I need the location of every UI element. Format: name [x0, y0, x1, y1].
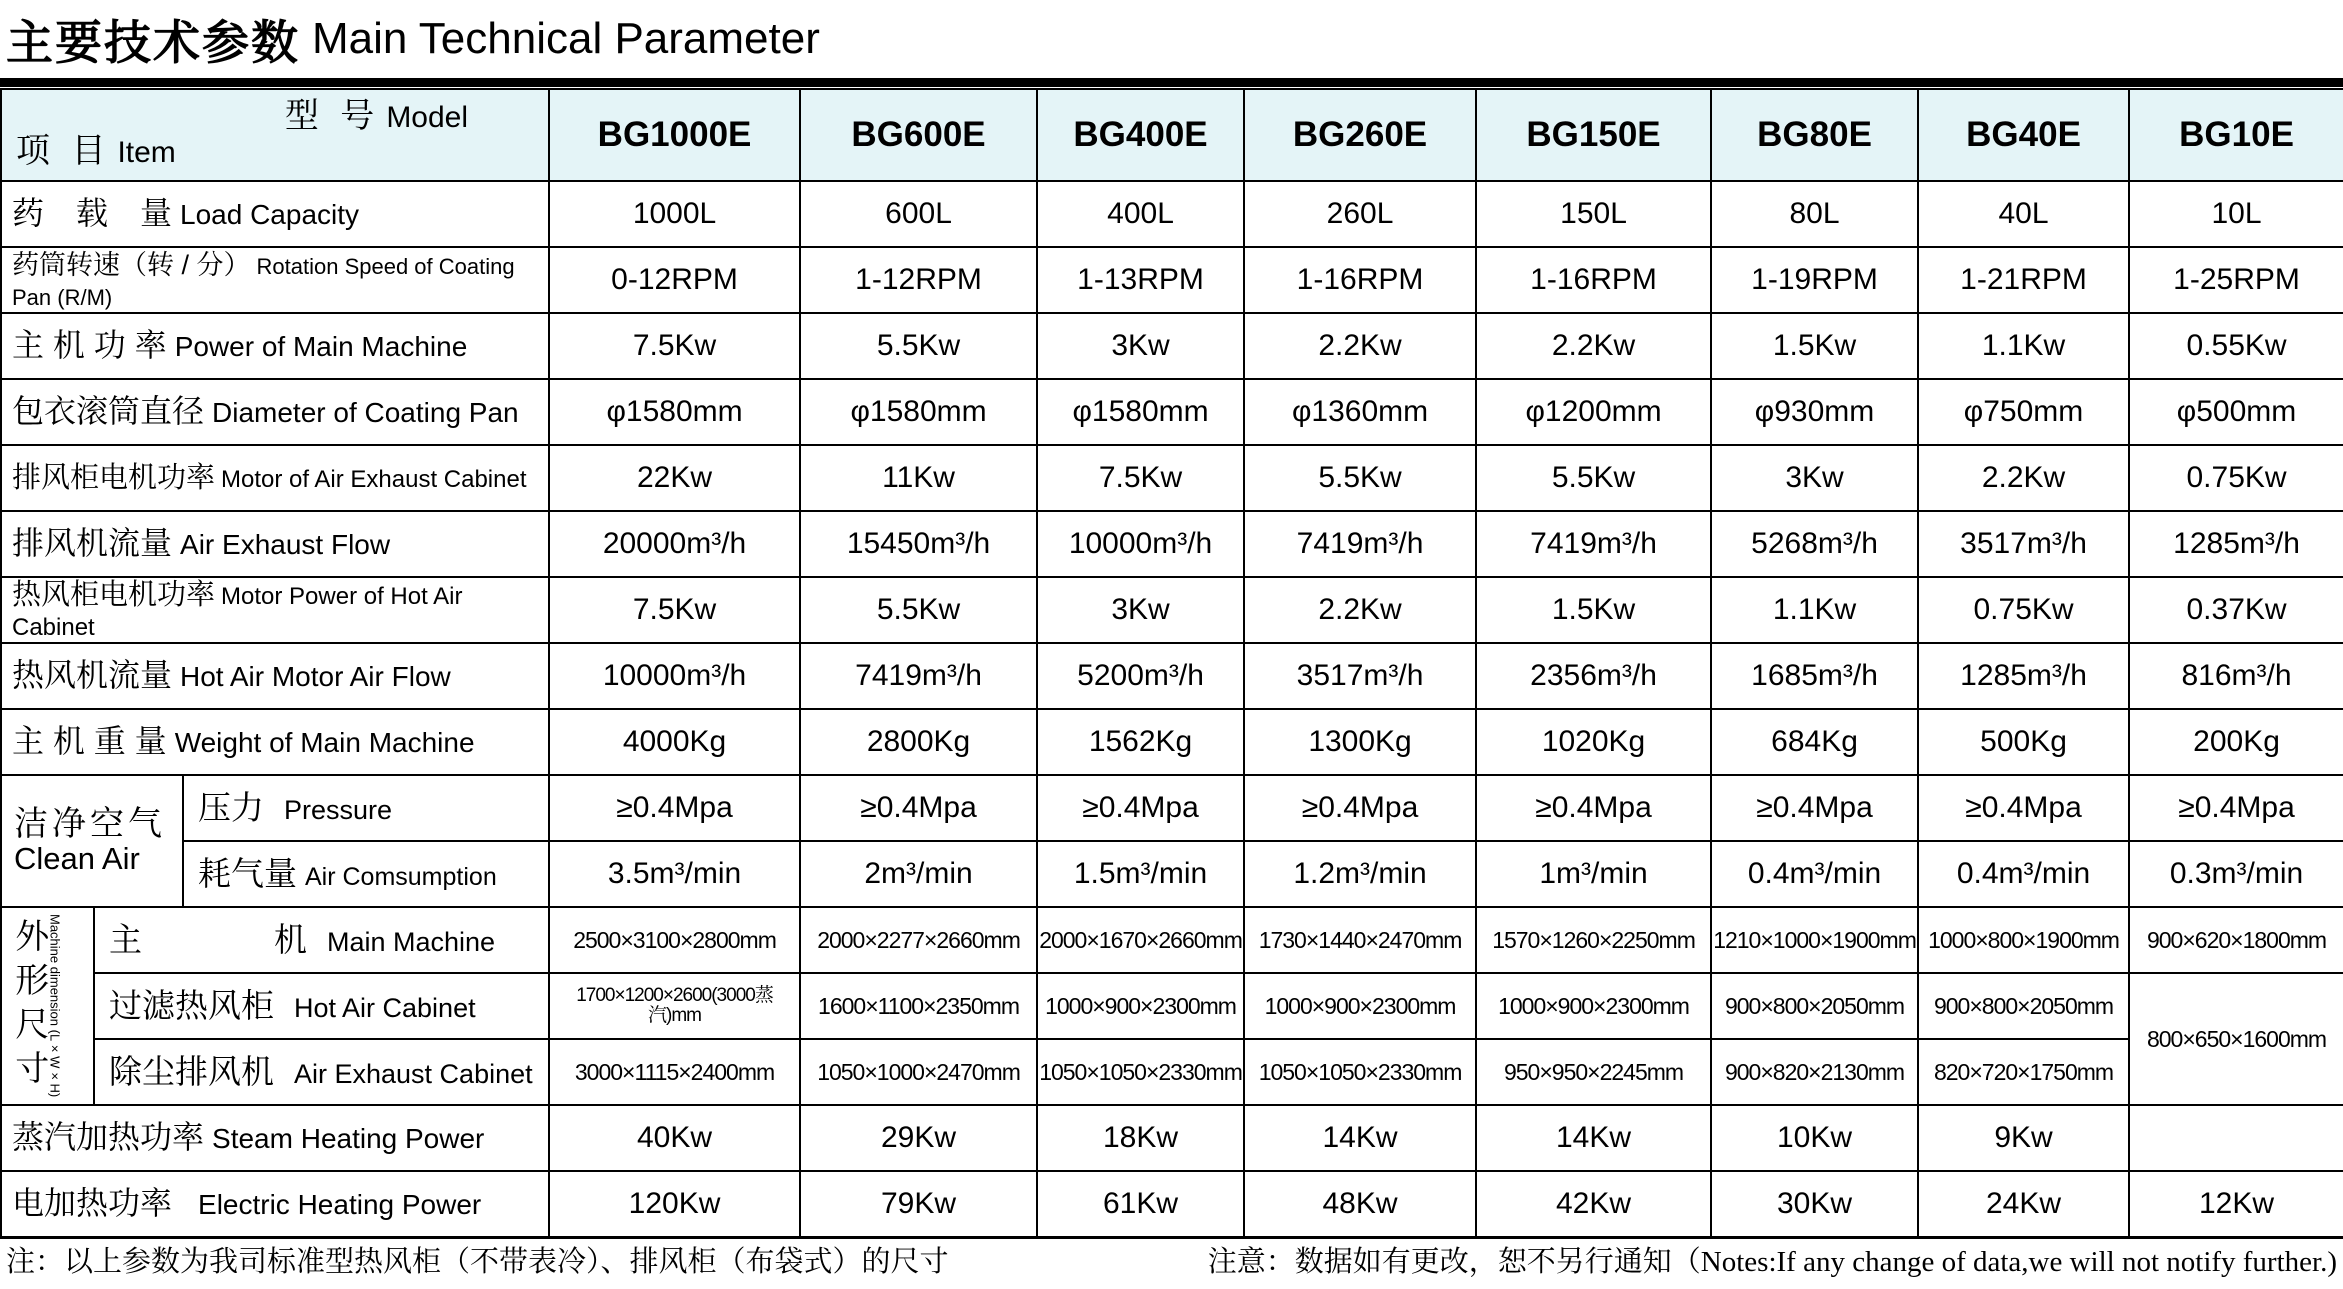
main-power-value: 7.5Kw — [549, 313, 800, 379]
row-clean-air-pressure — [1, 775, 2343, 841]
model-header: BG10E — [2129, 89, 2343, 181]
electric-value: 79Kw — [800, 1171, 1037, 1237]
rotation-value: 1-16RPM — [1476, 247, 1711, 313]
diameter-value: φ1580mm — [1037, 379, 1244, 445]
hot-flow-value: 10000m³/h — [549, 643, 800, 709]
dim-exhaust-value: 950×950×2245mm — [1476, 1039, 1711, 1105]
main-power-value: 2.2Kw — [1244, 313, 1476, 379]
model-header: BG260E — [1244, 89, 1476, 181]
rotation-value: 0-12RPM — [549, 247, 800, 313]
dim-exhaust-value: 1050×1050×2330mm — [1244, 1039, 1476, 1105]
pressure-label-zh: 压力 — [198, 788, 264, 826]
row-exhaust-flow — [1, 511, 2343, 577]
model-header: BG80E — [1711, 89, 1918, 181]
row-label — [1, 1105, 549, 1171]
row-exhaust-motor — [1, 445, 2343, 511]
hot-motor-value: 5.5Kw — [800, 577, 1037, 643]
row-label — [1, 379, 549, 445]
hot-flow-value: 3517m³/h — [1244, 643, 1476, 709]
electric-value: 48Kw — [1244, 1171, 1476, 1237]
item-label-en: Item — [117, 136, 176, 170]
dim-hot-label-zh: 过滤热风柜 — [109, 986, 274, 1024]
row-label-en: Motor of Air Exhaust Cabinet — [221, 466, 527, 494]
hot-flow-value: 7419m³/h — [800, 643, 1037, 709]
row-label-zh: 电加热功率 — [12, 1184, 173, 1221]
consumption-label — [183, 841, 549, 907]
dim-exhaust-value: 820×720×1750mm — [1918, 1039, 2129, 1105]
exhaust-flow-value: 7419m³/h — [1476, 511, 1711, 577]
dim-exhaust-value: 1050×1000×2470mm — [800, 1039, 1037, 1105]
model-label — [285, 98, 468, 135]
row-label-en: Power of Main Machine — [174, 331, 468, 363]
exhaust-flow-value: 10000m³/h — [1037, 511, 1244, 577]
steam-value: 10Kw — [1711, 1105, 1918, 1171]
main-power-value: 1.5Kw — [1711, 313, 1918, 379]
hot-flow-value: 5200m³/h — [1037, 643, 1244, 709]
dim-exhaust-value: 1050×1050×2330mm — [1037, 1039, 1244, 1105]
steam-value: 14Kw — [1244, 1105, 1476, 1171]
steam-value: 29Kw — [800, 1105, 1037, 1171]
row-label — [1, 1171, 549, 1237]
dim-main-value: 1730×1440×2470mm — [1244, 907, 1476, 973]
hot-motor-value: 0.75Kw — [1918, 577, 2129, 643]
dim-hot-value: 900×800×2050mm — [1711, 973, 1918, 1039]
item-label-zh: 项 目 — [16, 132, 112, 171]
dimension-group-label — [1, 907, 94, 1105]
hot-motor-value: 7.5Kw — [549, 577, 800, 643]
consumption-value: 0.3m³/min — [2129, 841, 2343, 907]
exhaust-motor-value: 11Kw — [800, 445, 1037, 511]
dimension-group-en: Machine dimension (L×W×H) — [47, 914, 63, 1098]
consumption-label-en: Air Comsumption — [305, 862, 497, 891]
load-value: 80L — [1711, 181, 1918, 247]
consumption-value: 1.5m³/min — [1037, 841, 1244, 907]
row-label-zh: 排风柜电机功率 — [12, 462, 216, 495]
row-label-en: Hot Air Motor Air Flow — [180, 661, 451, 693]
row-dimension-main — [1, 907, 2343, 973]
dim-exhaust-label-zh: 除尘排风机 — [109, 1052, 274, 1090]
technical-parameter-table — [0, 88, 2343, 1239]
hot-flow-value: 816m³/h — [2129, 643, 2343, 709]
dim-hot-value: 1000×900×2300mm — [1244, 973, 1476, 1039]
model-item-diagonal-cell — [1, 89, 549, 181]
exhaust-flow-value: 5268m³/h — [1711, 511, 1918, 577]
steam-value: 9Kw — [1918, 1105, 2129, 1171]
load-value: 600L — [800, 181, 1037, 247]
hot-flow-value: 1685m³/h — [1711, 643, 1918, 709]
model-header: BG1000E — [549, 89, 800, 181]
electric-value: 24Kw — [1918, 1171, 2129, 1237]
row-main-power — [1, 313, 2343, 379]
rotation-value: 1-25RPM — [2129, 247, 2343, 313]
row-rotation-speed — [1, 247, 2343, 313]
row-label-en: Weight of Main Machine — [174, 727, 475, 759]
diameter-value: φ1580mm — [800, 379, 1037, 445]
load-value: 1000L — [549, 181, 800, 247]
electric-value: 30Kw — [1711, 1171, 1918, 1237]
footnote-right: 注意：数据如有更改，恕不另行通知（Notes:If any change of data,we will not notify further.) — [1207, 1246, 2337, 1278]
hot-motor-value: 3Kw — [1037, 577, 1244, 643]
dim-hot-value: 900×800×2050mm — [1918, 973, 2129, 1039]
row-label — [1, 577, 549, 643]
main-power-value: 0.55Kw — [2129, 313, 2343, 379]
exhaust-motor-value: 7.5Kw — [1037, 445, 1244, 511]
main-power-value: 2.2Kw — [1476, 313, 1711, 379]
load-value: 40L — [1918, 181, 2129, 247]
pressure-value: ≥0.4Mpa — [1244, 775, 1476, 841]
diameter-value: φ1580mm — [549, 379, 800, 445]
exhaust-motor-value: 22Kw — [549, 445, 800, 511]
electric-value: 42Kw — [1476, 1171, 1711, 1237]
row-label — [1, 445, 549, 511]
row-clean-air-consumption — [1, 841, 2343, 907]
row-label — [1, 313, 549, 379]
hot-flow-value: 1285m³/h — [1918, 643, 2129, 709]
electric-value: 120Kw — [549, 1171, 800, 1237]
pressure-value: ≥0.4Mpa — [2129, 775, 2343, 841]
exhaust-motor-value: 5.5Kw — [1244, 445, 1476, 511]
exhaust-flow-value: 15450m³/h — [800, 511, 1037, 577]
model-header: BG150E — [1476, 89, 1711, 181]
row-weight — [1, 709, 2343, 775]
row-label-zh: 热风柜电机功率 — [12, 578, 216, 611]
main-power-value: 3Kw — [1037, 313, 1244, 379]
model-label-zh: 型 号 — [284, 97, 381, 135]
row-label-en: Load Capacity — [180, 199, 360, 231]
pressure-value: ≥0.4Mpa — [800, 775, 1037, 841]
weight-value: 4000Kg — [549, 709, 800, 775]
model-header: BG600E — [800, 89, 1037, 181]
consumption-value: 0.4m³/min — [1711, 841, 1918, 907]
dim-main-value: 1000×800×1900mm — [1918, 907, 2129, 973]
row-label-zh: 蒸汽加热功率 — [12, 1119, 205, 1156]
hot-motor-value: 2.2Kw — [1244, 577, 1476, 643]
steam-value: 14Kw — [1476, 1105, 1711, 1171]
dim-main-value: 1210×1000×1900mm — [1711, 907, 1918, 973]
consumption-value: 1m³/min — [1476, 841, 1711, 907]
exhaust-flow-value: 3517m³/h — [1918, 511, 2129, 577]
weight-value: 500Kg — [1918, 709, 2129, 775]
weight-value: 1562Kg — [1037, 709, 1244, 775]
exhaust-motor-value: 5.5Kw — [1476, 445, 1711, 511]
row-label-zh: 药筒转速（转 / 分） — [12, 249, 251, 280]
rotation-value: 1-13RPM — [1037, 247, 1244, 313]
row-label-en: Steam Heating Power — [212, 1123, 485, 1155]
consumption-value: 2m³/min — [800, 841, 1037, 907]
dim-main-label-zh: 主 机 — [109, 920, 307, 958]
footnotes — [0, 1239, 2343, 1281]
weight-value: 2800Kg — [800, 709, 1037, 775]
dim-hot-label-en: Hot Air Cabinet — [294, 992, 476, 1023]
pressure-label — [183, 775, 549, 841]
page-title — [0, 0, 2343, 78]
load-value: 400L — [1037, 181, 1244, 247]
diameter-value: φ1200mm — [1476, 379, 1711, 445]
row-hot-air-motor — [1, 577, 2343, 643]
clean-air-zh: 洁净空气 — [14, 804, 166, 843]
dim-main-value: 900×620×1800mm — [2129, 907, 2343, 973]
consumption-value: 3.5m³/min — [549, 841, 800, 907]
rotation-value: 1-12RPM — [800, 247, 1037, 313]
electric-value: 61Kw — [1037, 1171, 1244, 1237]
dim-main-value: 1570×1260×2250mm — [1476, 907, 1711, 973]
row-label-zh: 包衣滚筒直径 — [12, 393, 205, 430]
dimension-group-zh: 外形尺寸 — [9, 917, 48, 1094]
weight-value: 1300Kg — [1244, 709, 1476, 775]
pressure-value: ≥0.4Mpa — [1476, 775, 1711, 841]
dim-main-value: 2000×1670×2660mm — [1037, 907, 1244, 973]
dim-hot-value: 1600×1100×2350mm — [800, 973, 1037, 1039]
pressure-value: ≥0.4Mpa — [1711, 775, 1918, 841]
exhaust-motor-value: 0.75Kw — [2129, 445, 2343, 511]
row-hot-air-flow — [1, 643, 2343, 709]
dim-main-label-en: Main Machine — [327, 926, 496, 957]
dim-main-label — [94, 907, 549, 973]
clean-air-group-label — [1, 775, 183, 907]
footnote-left: 注：以上参数为我司标准型热风柜（不带表冷）、排风柜（布袋式）的尺寸 — [6, 1246, 949, 1278]
exhaust-flow-value: 7419m³/h — [1244, 511, 1476, 577]
row-label — [1, 511, 549, 577]
dim-main-value: 2000×2277×2660mm — [800, 907, 1037, 973]
row-pan-diameter — [1, 379, 2343, 445]
hot-motor-value: 0.37Kw — [2129, 577, 2343, 643]
load-value: 10L — [2129, 181, 2343, 247]
rotation-value: 1-21RPM — [1918, 247, 2129, 313]
consumption-value: 1.2m³/min — [1244, 841, 1476, 907]
weight-value: 1020Kg — [1476, 709, 1711, 775]
model-label-en: Model — [386, 101, 469, 134]
dim-exhaust-value: 3000×1115×2400mm — [549, 1039, 800, 1105]
page-title-zh: 主要技术参数 — [6, 15, 300, 69]
title-divider — [0, 78, 2343, 87]
dim-hot-value: 1700×1200×2600(3000蒸汽)mm — [549, 973, 800, 1039]
steam-value: 40Kw — [549, 1105, 800, 1171]
row-label-en: Air Exhaust Flow — [180, 529, 391, 561]
row-label-zh: 热风机流量 — [12, 657, 173, 694]
item-label — [16, 133, 176, 170]
pressure-label-en: Pressure — [284, 794, 393, 825]
model-header: BG400E — [1037, 89, 1244, 181]
row-label — [1, 247, 549, 313]
exhaust-flow-value: 20000m³/h — [549, 511, 800, 577]
row-label — [1, 181, 549, 247]
hot-flow-value: 2356m³/h — [1476, 643, 1711, 709]
rotation-value: 1-19RPM — [1711, 247, 1918, 313]
row-load-capacity — [1, 181, 2343, 247]
hot-motor-value: 1.1Kw — [1711, 577, 1918, 643]
row-label-en: Electric Heating Power — [198, 1188, 482, 1220]
row-electric-heating — [1, 1171, 2343, 1237]
weight-value: 684Kg — [1711, 709, 1918, 775]
row-label — [1, 709, 549, 775]
clean-air-en: Clean Air — [14, 840, 140, 876]
main-power-value: 5.5Kw — [800, 313, 1037, 379]
hot-motor-value: 1.5Kw — [1476, 577, 1711, 643]
diameter-value: φ1360mm — [1244, 379, 1476, 445]
dim-hot-label — [94, 973, 549, 1039]
diameter-value: φ500mm — [2129, 379, 2343, 445]
steam-value: 18Kw — [1037, 1105, 1244, 1171]
dim-hot-value: 1000×900×2300mm — [1037, 973, 1244, 1039]
dim-exhaust-label-en: Air Exhaust Cabinet — [294, 1058, 533, 1089]
exhaust-motor-value: 3Kw — [1711, 445, 1918, 511]
pressure-value: ≥0.4Mpa — [1037, 775, 1244, 841]
pressure-value: ≥0.4Mpa — [1918, 775, 2129, 841]
row-label — [1, 643, 549, 709]
consumption-label-zh: 耗气量 — [198, 854, 297, 892]
consumption-value: 0.4m³/min — [1918, 841, 2129, 907]
row-label-en: Diameter of Coating Pan — [212, 397, 519, 429]
weight-value: 200Kg — [2129, 709, 2343, 775]
row-label-zh: 排风机流量 — [12, 525, 173, 562]
diameter-value: φ930mm — [1711, 379, 1918, 445]
dim-exhaust-label — [94, 1039, 549, 1105]
pressure-value: ≥0.4Mpa — [549, 775, 800, 841]
dim-merged-bg10e-value: 800×650×1600mm — [2129, 973, 2343, 1105]
dimension-group-wrap — [4, 914, 91, 1097]
model-header: BG40E — [1918, 89, 2129, 181]
dim-main-value: 2500×3100×2800mm — [549, 907, 800, 973]
row-dimension-hot-air-cabinet — [1, 973, 2343, 1039]
row-label-zh: 主 机 重 量 — [12, 723, 167, 760]
row-dimension-exhaust-cabinet — [1, 1039, 2343, 1105]
row-label-en: Rotation Speed of Coating Pan (R/M) — [12, 253, 515, 310]
row-label-zh: 主 机 功 率 — [12, 327, 167, 364]
electric-value: 12Kw — [2129, 1171, 2343, 1237]
dim-hot-value: 1000×900×2300mm — [1476, 973, 1711, 1039]
load-value: 150L — [1476, 181, 1711, 247]
rotation-value: 1-16RPM — [1244, 247, 1476, 313]
dim-exhaust-value: 900×820×2130mm — [1711, 1039, 1918, 1105]
exhaust-motor-value: 2.2Kw — [1918, 445, 2129, 511]
exhaust-flow-value: 1285m³/h — [2129, 511, 2343, 577]
load-value: 260L — [1244, 181, 1476, 247]
steam-value — [2129, 1105, 2343, 1171]
page-title-en: Main Technical Parameter — [312, 14, 820, 63]
header-row — [1, 89, 2343, 181]
row-steam-heating — [1, 1105, 2343, 1171]
main-power-value: 1.1Kw — [1918, 313, 2129, 379]
diameter-value: φ750mm — [1918, 379, 2129, 445]
row-label-zh: 药 载 量 — [12, 195, 173, 232]
row-label-en: Motor Power of Hot Air Cabinet — [12, 582, 463, 641]
